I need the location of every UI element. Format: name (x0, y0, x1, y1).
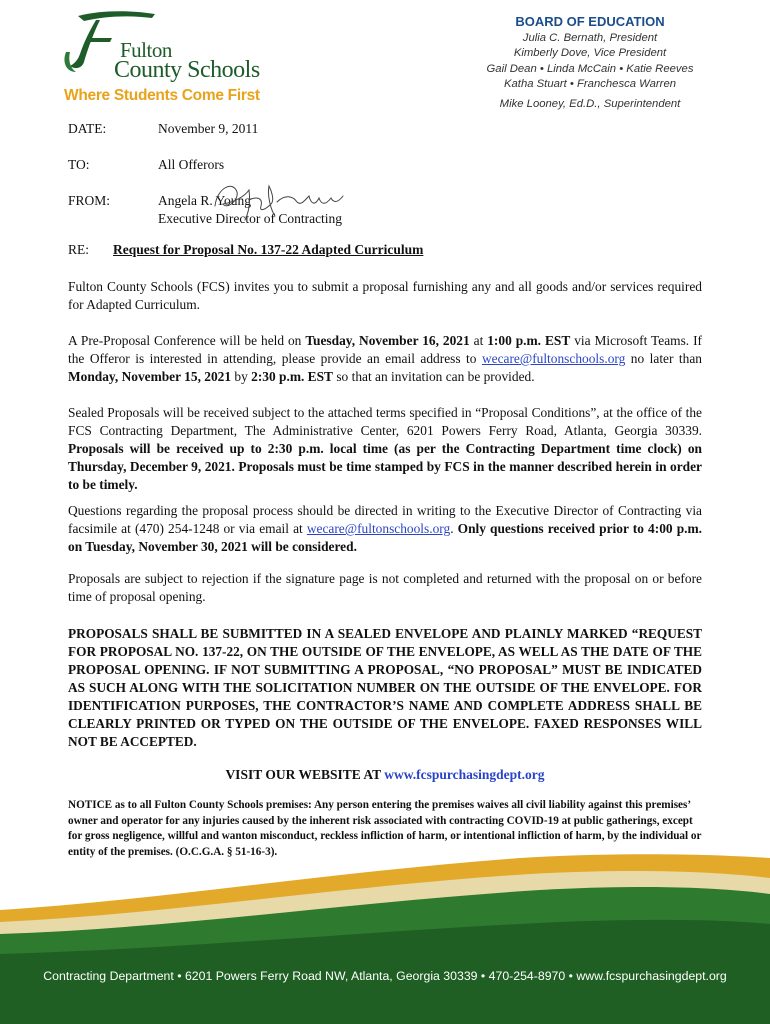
logo-wordmark-fulton: Fulton (120, 38, 172, 62)
board-of-education-block (440, 14, 740, 112)
from-name: Angela R. Young (158, 193, 252, 208)
from-label: FROM: (68, 193, 111, 208)
paragraph-pre-proposal-conference: A Pre-Proposal Conference will be held on Tuesday, November 16, 2021 at 1:00 p.m. EST via Microsoft Teams. If the Offeror is interested in attending, please provide an email address to wecare@fultonschools.org no later than Monday, November 15, 2021 by 2:30 p.m. EST so that an invitation can be provided. (68, 333, 702, 384)
to-value: All Offerors (158, 157, 225, 172)
board-member-line: Gail Dean • Linda McCain • Katie Reeves (486, 62, 694, 75)
logo-tagline: Where Students Come First (64, 87, 260, 104)
from-title: Executive Director of Contracting (158, 211, 343, 226)
paragraph-sealed-proposals: Sealed Proposals will be received subject to the attached terms specified in “Proposal Conditions”, at the office of the FCS Contracting Department, The Administrative Center, 6201 Powers Ferry Road, Atlanta, Georgia 30339. Proposals will be received up to 2:30 p.m. local time (as per the Contracting Department time clock) on Thursday, December 9, 2021. Proposals must be time stamped by FCS in the manner described herein in order to be timely. (68, 405, 702, 492)
board-member-line: Katha Stuart • Franchesca Warren (503, 78, 677, 90)
website-link[interactable]: www.fcspurchasingdept.org (384, 767, 545, 782)
paragraph-questions: Questions regarding the proposal process should be directed in writing to the Executive Director of Contracting via facsimile at (470) 254-1248 or via email at wecare@fultonschools.org. Only questions received prior to 4:00 p.m. on Tuesday, November 30, 2021 will be considered. (68, 503, 702, 554)
superintendent-line: Mike Looney, Ed.D., Superintendent (499, 97, 681, 110)
re-subject: Request for Proposal No. 137-22 Adapted Curriculum (113, 242, 424, 257)
covid-notice: NOTICE as to all Fulton County Schools premises: Any person entering the premises waives all civil liability against this premises’ owner and operator for any injuries caused by the inherent risk associated with contracting COVID-19 at public gatherings, except for gross negligence, willful and wanton misconduct, reckless infliction of harm, or intentional infliction of harm, by the individual or entity of the premises. (O.C.G.A. § 51-16-3). (68, 799, 702, 858)
board-member-line: Kimberly Dove, Vice President (513, 47, 667, 59)
date-value: November 9, 2011 (158, 121, 259, 136)
board-title: BOARD OF EDUCATION (515, 14, 665, 29)
date-label: DATE: (68, 121, 107, 136)
email-link[interactable]: wecare@fultonschools.org (481, 351, 626, 366)
paragraph-rejection: Proposals are subject to rejection if the signature page is not completed and returned with the proposal on or before time of proposal opening. (68, 571, 702, 604)
to-label: TO: (68, 157, 90, 172)
board-member-line: Julia C. Bernath, President (522, 31, 658, 44)
visit-website-line: VISIT OUR WEBSITE AT www.fcspurchasingdept.org (225, 767, 545, 782)
fulton-county-schools-logo (60, 8, 260, 108)
paragraph-invitation: Fulton County Schools (FCS) invites you to submit a proposal furnishing any and all goods and/or services required for Adapted Curriculum. (68, 279, 702, 312)
footer-address: Contracting Department • 6201 Powers Ferry Road NW, Atlanta, Georgia 30339 • 470-254-8970 • www.fcspurchasingdept.org (43, 969, 727, 983)
logo-wordmark-county-schools: County Schools (114, 57, 260, 83)
paragraph-submission-instructions: PROPOSALS SHALL BE SUBMITTED IN A SEALED ENVELOPE AND PLAINLY MARKED “REQUEST FOR PROPOSAL NO. 137-22, ON THE OUTSIDE OF THE ENVELOPE, AS WELL AS THE DATE OF THE PROPOSAL OPENING. IF NOT SUBMITTING A PROPOSAL, “NO PROPOSAL” MUST BE INDICATED AS SUCH ALONG WITH THE SOLICITATION NUMBER ON THE OUTSIDE OF THE ENVELOPE. FOR IDENTIFICATION PURPOSES, THE CONTRACTOR’S NAME AND COMPLETE ADDRESS SHALL BE CLEARLY PRINTED OR TYPED ON THE OUTSIDE OF THE ENVELOPE. FAXED RESPONSES WILL NOT BE ACCEPTED. (68, 626, 702, 749)
email-link[interactable]: wecare@fultonschools.org (306, 521, 451, 536)
signature-icon (205, 176, 350, 226)
footer-wave-banner (0, 850, 770, 1024)
re-label: RE: (68, 242, 90, 257)
